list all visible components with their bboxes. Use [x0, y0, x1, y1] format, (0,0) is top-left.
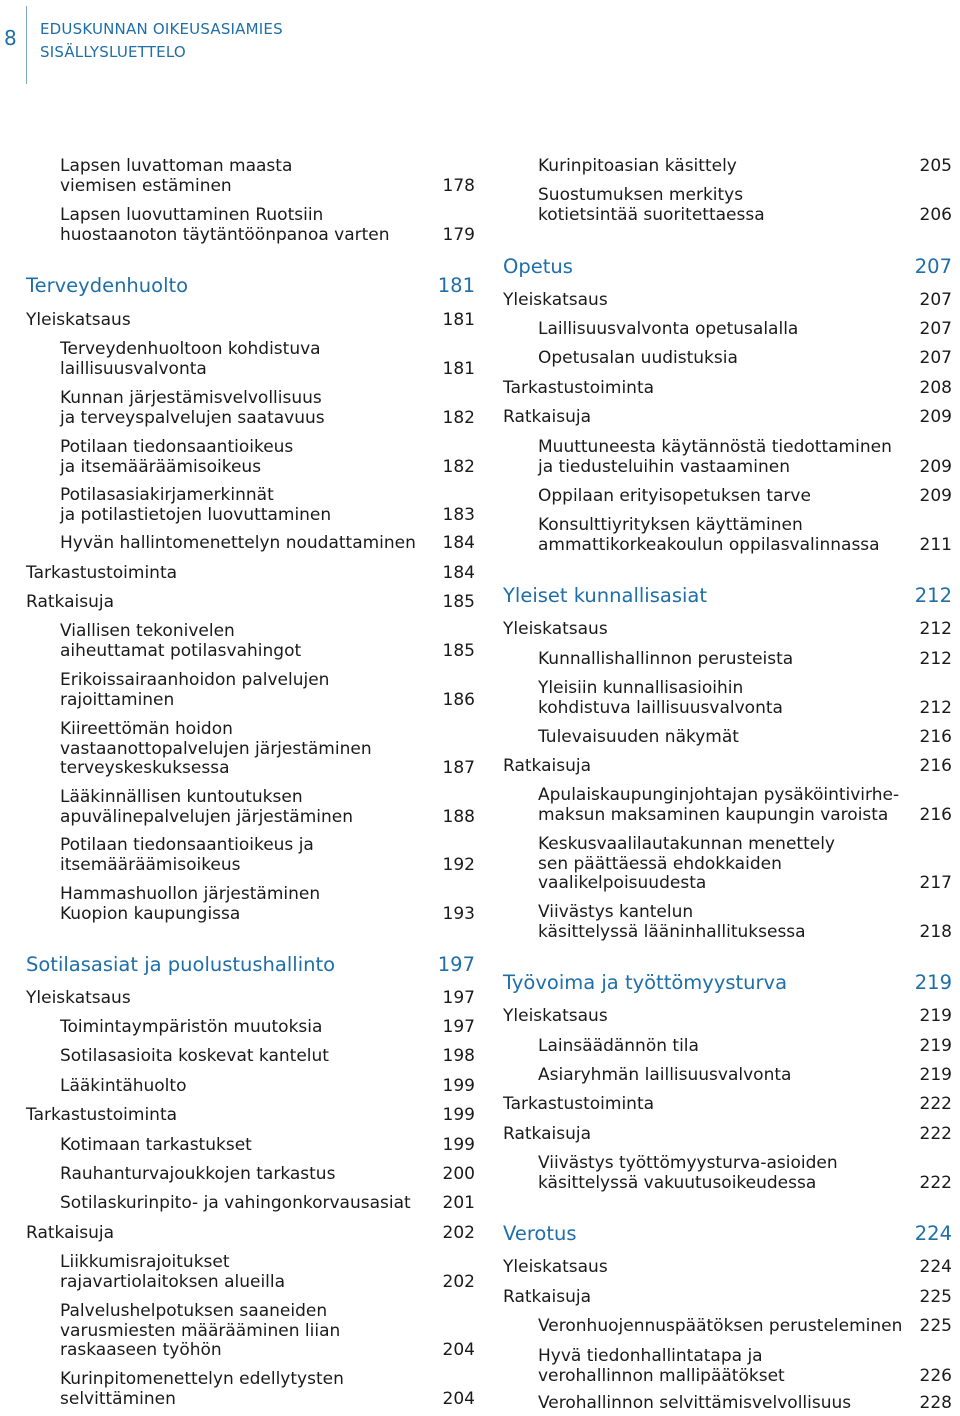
toc-subentry [60, 1370, 475, 1409]
toc-subentry [60, 1165, 475, 1185]
toc-entry-title: Yleisiin kunnallisasioihin kohdistuva laillisuusvalvonta [538, 678, 783, 718]
toc-entry [503, 1095, 952, 1115]
toc-entry-title: Konsulttiyrityksen käyttäminen ammattikorkeakoulun oppilasvalinnassa [538, 515, 880, 555]
toc-entry [503, 291, 952, 311]
toc-subentry [538, 157, 952, 177]
toc-section-heading [26, 275, 475, 297]
toc-entry-title: Kunnan järjestämisvelvollisuus ja terveyspalvelujen saatavuus [60, 388, 325, 428]
toc-page-number: 204 [442, 1340, 475, 1360]
toc-section-heading [503, 1223, 952, 1245]
toc-entry-title: Muuttuneesta käytännöstä tiedottaminen ja tiedusteluihin vastaaminen [538, 437, 892, 477]
toc-subentry [60, 1077, 475, 1097]
toc-page-number: 219 [919, 1036, 952, 1056]
toc-page-number: 198 [442, 1046, 475, 1066]
toc-page-number: 197 [442, 988, 475, 1008]
toc-page-number: 197 [442, 1017, 475, 1037]
toc-page-number: 225 [919, 1287, 952, 1307]
toc-subentry [60, 671, 475, 710]
toc-page-number: 184 [442, 533, 475, 553]
toc-entry [26, 311, 475, 331]
toc-entry-title: Viallisen tekonivelen aiheuttamat potilasvahingot [60, 621, 302, 661]
toc-page-number: 200 [442, 1164, 475, 1184]
toc-entry-title: Toimintaympäristön muutoksia [60, 1017, 323, 1037]
toc-page-number: 199 [442, 1135, 475, 1155]
toc-page-number: 225 [919, 1316, 952, 1336]
toc-page-number: 207 [914, 255, 952, 278]
toc-subentry [538, 1394, 952, 1414]
toc-entry-title: Potilaan tiedonsaantioikeus ja itsemääräämisoikeus [60, 835, 314, 875]
toc-entry-title: Asiaryhmän laillisuusvalvonta [538, 1065, 792, 1085]
toc-entry-title: Ratkaisuja [503, 1124, 591, 1144]
toc-entry-title: Kurinpitomenettelyn edellytysten selvittäminen [60, 1369, 344, 1409]
toc-page-number: 187 [442, 758, 475, 778]
toc-page-number: 179 [442, 224, 475, 245]
toc-subentry [538, 1066, 952, 1086]
toc-entry-title: Apulaiskaupunginjohtajan pysäköintivirhe- maksun maksaminen kaupungin varoista [538, 785, 900, 825]
toc-section-heading [26, 954, 475, 976]
toc-subentry [538, 786, 952, 825]
toc-section-heading [503, 972, 952, 994]
toc-subentry [60, 1136, 475, 1156]
publication-title: EDUSKUNNAN OIKEUSASIAMIES [40, 20, 283, 38]
toc-subentry [60, 1302, 475, 1361]
toc-subentry [538, 679, 952, 718]
toc-entry-title: Opetus [503, 255, 573, 278]
toc-subentry [60, 534, 475, 554]
toc-entry-title: Veronhuojennuspäätöksen perusteleminen [538, 1316, 903, 1336]
toc-entry-title: Verotus [503, 1222, 577, 1245]
toc-page-number: 181 [442, 358, 475, 379]
toc-page-number: 209 [919, 456, 952, 477]
toc-page-number: 205 [919, 156, 952, 176]
toc-page-number: 222 [919, 1172, 952, 1193]
toc-page-number: 222 [919, 1124, 952, 1144]
section-title: SISÄLLYSLUETTELO [40, 43, 186, 61]
toc-entry-title: Lainsäädännön tila [538, 1036, 699, 1056]
toc-section-heading [503, 585, 952, 607]
toc-entry-title: Lapsen luovuttaminen Ruotsiin huostaanoton täytäntöönpanoa varten [60, 205, 390, 245]
toc-page-number: 224 [919, 1257, 952, 1277]
toc-entry-title: Hyvän hallintomenettelyn noudattaminen [60, 533, 416, 553]
toc-page-number: 182 [442, 407, 475, 428]
toc-page-number: 206 [919, 204, 952, 225]
toc-page-number: 202 [442, 1223, 475, 1243]
toc-subentry [60, 788, 475, 827]
toc-page-number: 209 [919, 486, 952, 506]
toc-entry [26, 989, 475, 1009]
toc-entry-title: Ratkaisuja [503, 1287, 591, 1307]
toc-page-number: 226 [919, 1365, 952, 1386]
toc-subentry [538, 186, 952, 225]
toc-entry-title: Keskusvaalilautakunnan menettely sen päättäessä ehdokkaiden vaalikelpoisuudesta [538, 834, 835, 893]
header-divider [26, 6, 27, 84]
toc-entry-title: Liikkumisrajoitukset rajavartiolaitoksen alueilla [60, 1252, 286, 1292]
toc-entry-title: Oppilaan erityisopetuksen tarve [538, 486, 811, 506]
toc-entry-title: Ratkaisuja [503, 407, 591, 427]
page-header [0, 0, 960, 90]
toc-subentry [538, 1347, 952, 1386]
toc-subentry [60, 340, 475, 379]
toc-entry-title: Lapsen luvattoman maasta viemisen estäminen [60, 156, 293, 196]
toc-subentry [60, 438, 475, 477]
toc-subentry [60, 836, 475, 875]
toc-page-number: 193 [442, 903, 475, 924]
toc-entry [26, 1224, 475, 1244]
toc-page-number: 207 [919, 290, 952, 310]
toc-page-number: 207 [919, 348, 952, 368]
toc-page-number: 197 [437, 953, 475, 976]
toc-entry-title: Rauhanturvajoukkojen tarkastus [60, 1164, 336, 1184]
toc-entry [503, 757, 952, 777]
toc-page-number: 228 [919, 1393, 952, 1413]
toc-subentry [538, 1317, 952, 1337]
toc-subentry [538, 1037, 952, 1057]
toc-entry-title: Palvelushelpotuksen saaneiden varusmiesten määrääminen liian raskaaseen työhön [60, 1301, 341, 1360]
toc-entry-title: Yleiskatsaus [26, 310, 131, 330]
toc-entry-title: Opetusalan uudistuksia [538, 348, 738, 368]
toc-entry-title: Kurinpitoasian käsittely [538, 156, 737, 176]
toc-page-number: 199 [442, 1076, 475, 1096]
toc-page-number: 219 [919, 1065, 952, 1085]
toc-subentry [60, 1047, 475, 1067]
toc-page-number: 219 [914, 971, 952, 994]
toc-entry-title: Yleiskatsaus [26, 988, 131, 1008]
toc-entry [26, 593, 475, 613]
toc-entry-title: Potilaan tiedonsaantioikeus ja itsemääräämisoikeus [60, 437, 294, 477]
toc-page-number: 178 [442, 175, 475, 196]
toc-entry-title: Verohallinnon selvittämisvelvollisuus [538, 1393, 852, 1413]
toc-entry [503, 1007, 952, 1027]
toc-entry-title: Lääkinnällisen kuntoutuksen apuvälinepalvelujen järjestäminen [60, 787, 353, 827]
toc-entry-title: Lääkintähuolto [60, 1076, 187, 1096]
toc-entry-title: Yleiskatsaus [503, 1257, 608, 1277]
toc-subentry [60, 486, 475, 525]
toc-page-number: 212 [919, 619, 952, 639]
toc-subentry [538, 516, 952, 555]
toc-subentry [60, 1194, 475, 1214]
toc-entry [26, 1106, 475, 1126]
toc-entry [503, 379, 952, 399]
toc-entry-title: Yleiskatsaus [503, 290, 608, 310]
toc-entry [503, 1288, 952, 1308]
toc-page-number: 216 [919, 804, 952, 825]
toc-subentry [538, 487, 952, 507]
toc-page-number: 188 [442, 806, 475, 827]
toc-subentry [60, 622, 475, 661]
toc-page-number: 216 [919, 727, 952, 747]
toc-subentry [538, 835, 952, 894]
toc-entry-title: Tarkastustoiminta [503, 378, 655, 398]
toc-entry-title: Laillisuusvalvonta opetusalalla [538, 319, 799, 339]
toc-entry-title: Kiireettömän hoidon vastaanottopalvelujen järjestäminen terveyskeskuksessa [60, 719, 372, 778]
toc-entry [503, 408, 952, 428]
toc-entry-title: Ratkaisuja [26, 1223, 114, 1243]
toc-entry-title: Potilasasiakirjamerkinnät ja potilastietojen luovuttaminen [60, 485, 332, 525]
toc-page-number: 216 [919, 756, 952, 776]
toc-page-number: 186 [442, 689, 475, 710]
toc-subentry [60, 885, 475, 924]
toc-entry [26, 564, 475, 584]
toc-page-number: 224 [914, 1222, 952, 1245]
toc-page-number: 217 [919, 873, 952, 893]
toc-page-number: 207 [919, 319, 952, 339]
toc-entry-title: Suostumuksen merkitys kotietsintää suoritettaessa [538, 185, 765, 225]
toc-page-number: 218 [919, 921, 952, 942]
toc-page-number: 209 [919, 407, 952, 427]
toc-entry-title: Ratkaisuja [503, 756, 591, 776]
toc-subentry [538, 728, 952, 748]
toc-subentry [60, 1018, 475, 1038]
toc-subentry [538, 320, 952, 340]
toc-entry-title: Kotimaan tarkastukset [60, 1135, 252, 1155]
toc-entry-title: Terveydenhuoltoon kohdistuva laillisuusvalvonta [60, 339, 321, 379]
toc-page-number: 185 [442, 592, 475, 612]
toc-entry-title: Terveydenhuolto [26, 274, 189, 297]
toc-subentry [538, 903, 952, 942]
toc-entry-title: Tulevaisuuden näkymät [538, 727, 739, 747]
toc-subentry [538, 650, 952, 670]
toc-page-number: 182 [442, 456, 475, 477]
toc-entry-title: Tarkastustoiminta [503, 1094, 655, 1114]
toc-entry-title: Erikoissairaanhoidon palvelujen rajoittaminen [60, 670, 330, 710]
toc-subentry [538, 1154, 952, 1193]
toc-entry [503, 1258, 952, 1278]
toc-subentry [538, 349, 952, 369]
toc-page-number: 201 [442, 1193, 475, 1213]
toc-page-number: 222 [919, 1094, 952, 1114]
toc-entry-title: Tarkastustoiminta [26, 563, 178, 583]
toc-subentry [538, 438, 952, 477]
toc-page-number: 199 [442, 1105, 475, 1125]
toc-page-number: 204 [442, 1388, 475, 1409]
toc-page-number: 212 [919, 697, 952, 718]
toc-page-number: 181 [442, 310, 475, 330]
toc-entry [503, 620, 952, 640]
toc-page-number: 202 [442, 1271, 475, 1292]
toc-entry-title: Viivästys työttömyysturva-asioiden käsittelyssä vakuutusoikeudessa [538, 1153, 838, 1193]
toc-entry-title: Sotilasasioita koskevat kantelut [60, 1046, 329, 1066]
toc-entry-title: Yleiskatsaus [503, 1006, 608, 1026]
toc-section-heading [503, 256, 952, 278]
toc-page-number: 185 [442, 640, 475, 661]
toc-subentry [60, 157, 475, 196]
toc-subentry [60, 206, 475, 245]
toc-page-number: 211 [919, 534, 952, 555]
toc-page-number: 212 [919, 649, 952, 669]
page-number: 8 [4, 26, 17, 50]
toc-subentry [60, 720, 475, 779]
toc-entry-title: Hammashuollon järjestäminen Kuopion kaupungissa [60, 884, 321, 924]
toc-page-number: 192 [442, 854, 475, 875]
toc-entry-title: Työvoima ja työttömyysturva [503, 971, 788, 994]
toc-page-number: 208 [919, 378, 952, 398]
toc-entry-title: Viivästys kantelun käsittelyssä lääninhallituksessa [538, 902, 806, 942]
toc-entry [503, 1125, 952, 1145]
toc-page-number: 219 [919, 1006, 952, 1026]
toc-page-number: 181 [437, 274, 475, 297]
toc-entry-title: Ratkaisuja [26, 592, 114, 612]
toc-entry-title: Yleiset kunnallisasiat [503, 584, 707, 607]
toc-subentry [60, 389, 475, 428]
toc-page-number: 183 [442, 504, 475, 525]
toc-page-number: 184 [442, 563, 475, 583]
toc-page-number: 212 [914, 584, 952, 607]
toc-entry-title: Sotilaskurinpito- ja vahingonkorvausasiat [60, 1193, 411, 1213]
toc-entry-title: Hyvä tiedonhallintatapa ja verohallinnon mallipäätökset [538, 1346, 785, 1386]
toc-entry-title: Kunnallishallinnon perusteista [538, 649, 794, 669]
toc-subentry [60, 1253, 475, 1292]
toc-entry-title: Sotilasasiat ja puolustushallinto [26, 953, 336, 976]
toc-entry-title: Tarkastustoiminta [26, 1105, 178, 1125]
toc-entry-title: Yleiskatsaus [503, 619, 608, 639]
